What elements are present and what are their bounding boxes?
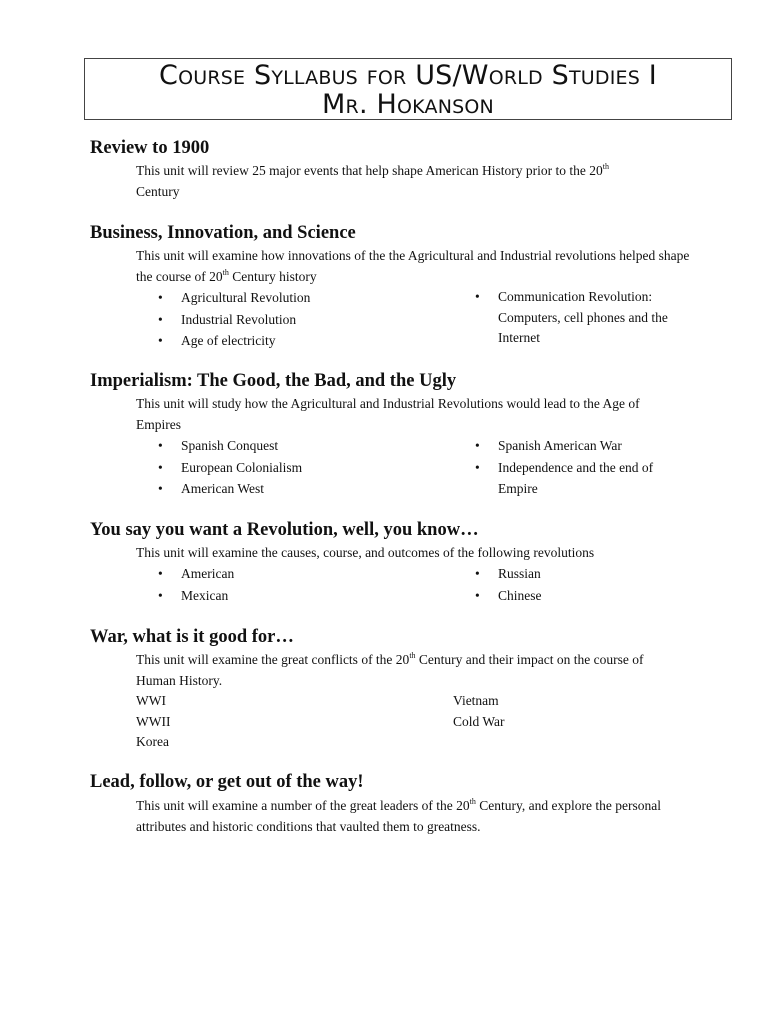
topic-columns [136,563,690,607]
topic-column-left [136,435,436,500]
unit-description: This unit will examine how innovations of the the Agricultural and Industrial revolutions helped shape the course of 20th Century history [136,248,690,284]
title-line-2: Mr. Hokanson [322,89,494,120]
bullet-icon: • [158,587,163,603]
list-item: • European Colonialism [136,457,436,479]
bullet-icon: • [475,459,480,475]
bullet-icon: • [158,481,163,496]
unit-description: This unit will examine the great conflicts of the 20th Century and their impact on the course of Human History. [136,651,644,688]
unit-description: This unit will study how the Agricultural and Industrial Revolutions would lead to the Age of Empires [136,396,640,432]
topic-column-left [136,563,436,606]
list-item: • Agricultural Revolution [136,287,436,309]
topic-column-right [453,287,675,349]
unit-heading: You say you want a Revolution, well, you know… [90,520,479,540]
topic-columns [136,287,690,353]
list-item: • Spanish American War [453,435,675,457]
bullet-icon: • [158,438,163,453]
conflict-column-right [453,691,653,732]
bullet-icon: • [158,311,163,327]
list-item: • American [136,563,436,585]
unit-description: This unit will examine the causes, course, and outcomes of the following revolutions [136,545,595,560]
topic-columns [136,435,690,501]
unit-heading: Imperialism: The Good, the Bad, and the Ugly [90,371,457,391]
bullet-icon: • [158,290,163,305]
unit-business-innovation-science [90,222,690,353]
topic-column-left [136,287,436,352]
conflict-columns [136,691,690,753]
unit-war [90,626,690,753]
unit-heading: Business, Innovation, and Science [90,223,356,243]
list-item: • Communication Revolution: Computers, cell phones and the Internet [475,289,668,345]
list-item: Korea [136,734,169,749]
unit-review-to-1900 [90,137,690,202]
list-item: WWII [136,713,171,729]
list-item: • Age of electricity [136,330,436,352]
unit-description: This unit will examine a number of the great leaders of the 20th Century, and explore the personal attributes and historic conditions that vaulted them to greatness. [136,797,661,834]
list-item: • Russian [453,563,675,585]
list-item: • Spanish Conquest [136,435,436,457]
syllabus-title-box [84,58,732,120]
list-item: • Chinese [453,585,675,607]
topic-column-right [453,563,675,606]
topic-column-right [453,435,675,500]
bullet-icon: • [158,333,163,348]
unit-leadership [90,771,690,837]
bullet-icon: • [475,289,480,304]
unit-description: This unit will review 25 major events that help shape American History prior to the 20th Century [136,162,610,199]
unit-revolution [90,519,690,607]
bullet-icon: • [158,459,163,475]
unit-heading: War, what is it good for… [90,627,294,647]
list-item: WWI [136,693,166,708]
bullet-icon: • [158,566,163,581]
list-item: Vietnam [453,693,499,708]
bullet-icon: • [475,587,480,603]
conflict-column-left [136,691,436,753]
list-item: Cold War [453,713,505,729]
title-line-1: Course Syllabus for US/World Studies I [159,60,657,91]
list-item: • Independence and the end of Empire [453,457,675,500]
list-item: • Mexican [136,585,436,607]
bullet-icon: • [475,566,480,581]
unit-imperialism [90,370,690,501]
unit-heading: Lead, follow, or get out of the way! [90,772,364,792]
list-item: • American West [136,478,436,500]
bullet-icon: • [475,438,480,453]
unit-heading: Review to 1900 [90,138,210,158]
list-item: • Industrial Revolution [136,309,436,331]
